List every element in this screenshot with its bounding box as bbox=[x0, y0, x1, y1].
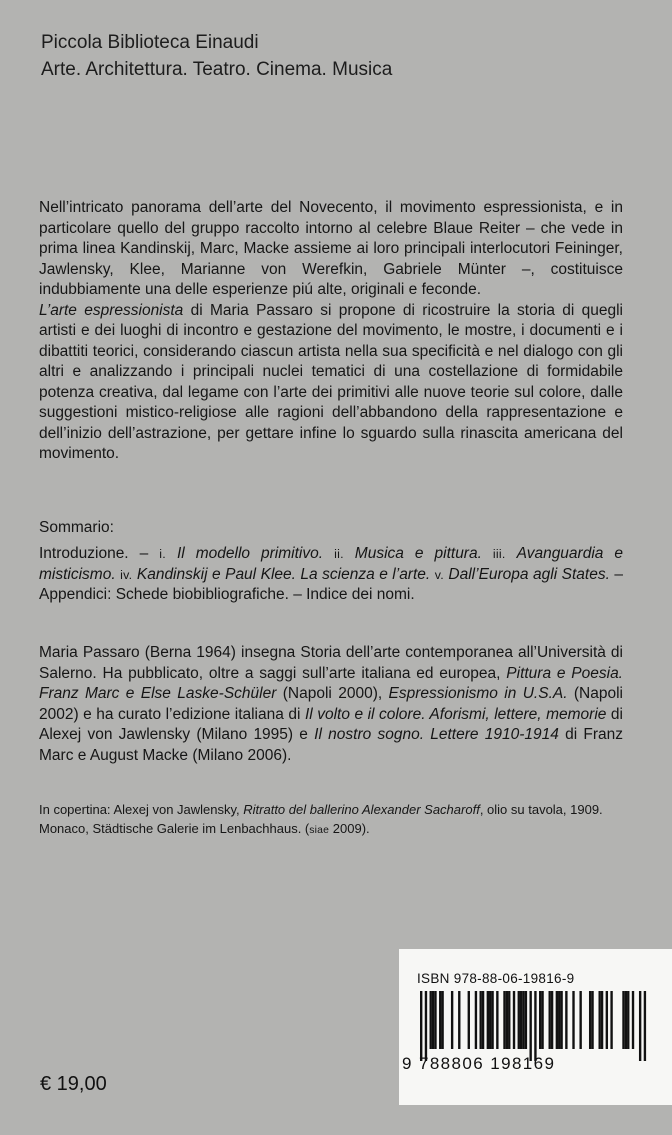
chapter-title: Avanguardia e misticismo. bbox=[39, 545, 624, 583]
barcode-bar bbox=[565, 991, 567, 1049]
barcode-bar bbox=[549, 991, 551, 1049]
bio-title: Pittura e Poesia. Franz Marc e Else Laske-Schüler bbox=[39, 664, 623, 702]
series-publisher: Piccola Biblioteca Einaudi bbox=[41, 32, 259, 53]
bio-title: Il nostro sogno. Lettere 1910-1914 bbox=[314, 726, 559, 743]
barcode-bar bbox=[430, 991, 432, 1049]
barcode-bar bbox=[434, 991, 436, 1049]
summary-heading: Sommario: bbox=[39, 519, 114, 536]
bio-text: Maria Passaro (Berna 1964) insegna Storia dell’arte contemporanea all’Università di Salerno. Ha pubblicato, oltre a saggi sull’arte italiana ed europea, bbox=[39, 644, 623, 682]
summary-appendix: – Appendici: Schede biobibliografiche. – Indice dei nomi. bbox=[39, 565, 624, 603]
barcode-bar bbox=[639, 991, 641, 1061]
series-subject: Arte. Architettura. Teatro. Cinema. Musica bbox=[41, 59, 393, 80]
credit-artwork-title: Ritratto del ballerino Alexander Sacharoff bbox=[243, 802, 480, 817]
series-header bbox=[41, 29, 392, 83]
barcode-bar bbox=[572, 991, 574, 1049]
chapter-number: i. bbox=[159, 547, 166, 561]
barcode-bar bbox=[589, 991, 591, 1049]
barcode-icon bbox=[399, 949, 672, 1105]
chapter-number: v. bbox=[434, 567, 444, 582]
credit-text: , olio su tavola, 1909. Monaco, Städtische Galerie im Lenbachhaus. ( bbox=[39, 802, 603, 836]
barcode-bar bbox=[522, 991, 524, 1049]
barcode-bar bbox=[551, 991, 553, 1049]
blurb-paragraph-2-text: di Maria Passaro si propone di ricostruire la storia di quegli artisti e dei luoghi di incontro e gestazione del movimento, le mostre, i documenti e i dibattiti teorici, considerando ciascun artista nella sua specificità e nel dialogo con gli altri e analizzando i principali nuclei tematici di una costellazione di formidabile potenza creativa, dal legame con l’arte dei primitivi alle nuove teorie sul colore, dalle suggestioni mistico-religiose alle ragioni dell’abbandono della rappresentazione e dell’inizio dell’astrazione, per gettare infine lo sguardo sulla rinascita americana del movimento. bbox=[39, 301, 623, 462]
credit-text: In copertina: Alexej von Jawlensky, bbox=[39, 802, 244, 817]
barcode-bar bbox=[627, 991, 629, 1049]
barcode-bar bbox=[534, 991, 536, 1061]
barcode-bar bbox=[441, 991, 443, 1049]
barcode-bar bbox=[439, 991, 441, 1049]
barcode-bar bbox=[558, 991, 560, 1049]
credit-siae: siae bbox=[309, 825, 330, 836]
bio-title: Il volto e il colore. Aforismi, lettere, memorie bbox=[304, 705, 607, 723]
barcode-bar bbox=[518, 991, 520, 1049]
barcode-bar bbox=[482, 991, 484, 1049]
barcode-bar bbox=[496, 991, 498, 1049]
barcode-bar bbox=[529, 991, 531, 1061]
chapter-title: Il modello primitivo. bbox=[176, 545, 324, 562]
author-bio bbox=[39, 643, 623, 766]
barcode-bar bbox=[525, 991, 527, 1049]
bio-text: (Napoli 2002) e ha curato l’edizione italiana di bbox=[39, 685, 623, 723]
chapter-title: Musica e pittura. bbox=[354, 545, 482, 562]
barcode-bar bbox=[503, 991, 505, 1049]
barcode-bar bbox=[487, 991, 489, 1049]
barcode-digits: 9 788806 198169 bbox=[402, 1054, 556, 1073]
barcode-bar bbox=[606, 991, 608, 1049]
blurb-paragraph-1: Nell’intricato panorama dell’arte del Novecento, il movimento espressionista, e in particolare quello del gruppo raccolto intorno al celebre Blaue Reiter – che vede in prima linea Kandinskij, Marc, Macke assieme ai loro principali interlocutori Feininger, Jawlensky, Klee, Marianne von Werefkin, Gabriele Münter –, costituisce indubbiamente una delle esperienze piú alte, originali e feconde. bbox=[39, 199, 623, 298]
cover-credit bbox=[39, 800, 623, 840]
summary bbox=[39, 544, 623, 606]
barcode-bar bbox=[420, 991, 422, 1061]
barcode-bar bbox=[513, 991, 515, 1049]
barcode-bar bbox=[480, 991, 482, 1049]
barcode-bar bbox=[541, 991, 543, 1049]
blurb-paragraph-2 bbox=[39, 301, 623, 465]
barcode-panel bbox=[399, 949, 672, 1105]
chapter-title: Dall’Europa agli States. bbox=[448, 565, 610, 583]
barcode-bar bbox=[632, 991, 634, 1049]
barcode-bar bbox=[458, 991, 460, 1049]
bio-text: di Franz Marc e August Macke (Milano 2006). bbox=[39, 726, 623, 764]
barcode-bar bbox=[556, 991, 558, 1049]
barcode-bar bbox=[475, 991, 477, 1049]
barcode-bar bbox=[601, 991, 603, 1049]
credit-text: 2009). bbox=[329, 821, 370, 836]
barcode-bar bbox=[591, 991, 593, 1049]
barcode-bar bbox=[644, 991, 646, 1061]
barcode-bar bbox=[539, 991, 541, 1049]
barcode-bar bbox=[468, 991, 470, 1049]
bio-text: (Napoli 2000), bbox=[276, 685, 389, 702]
barcode-bar bbox=[425, 991, 427, 1061]
bio-title: Espressionismo in U.S.A. bbox=[388, 685, 568, 702]
barcode-bar bbox=[489, 991, 491, 1049]
barcode-bar bbox=[579, 991, 581, 1049]
barcode-bar bbox=[622, 991, 624, 1049]
barcode-bar bbox=[520, 991, 522, 1049]
barcode-bar bbox=[599, 991, 601, 1049]
book-title: L’arte espressionista bbox=[39, 301, 184, 319]
barcode-bar bbox=[506, 991, 508, 1049]
barcode-bar bbox=[432, 991, 434, 1049]
barcode-bar bbox=[560, 991, 562, 1049]
barcode-bar bbox=[610, 991, 612, 1049]
summary-intro: Introduzione. – bbox=[39, 545, 160, 562]
isbn-label: ISBN 978-88-06-19816-9 bbox=[417, 971, 575, 986]
blurb bbox=[39, 198, 623, 465]
chapter-title: Kandinskij e Paul Klee. La scienza e l’arte. bbox=[136, 565, 431, 583]
barcode-bar bbox=[451, 991, 453, 1049]
price: € 19,00 bbox=[40, 1073, 107, 1095]
chapter-number: iii. bbox=[492, 547, 506, 561]
barcode-bar bbox=[625, 991, 627, 1049]
chapter-number: iv. bbox=[120, 567, 133, 582]
barcode-bar bbox=[491, 991, 493, 1049]
bio-text: di Alexej von Jawlensky (Milano 1995) e bbox=[39, 705, 623, 743]
chapter-number: ii. bbox=[334, 547, 344, 561]
barcode-bar bbox=[508, 991, 510, 1049]
